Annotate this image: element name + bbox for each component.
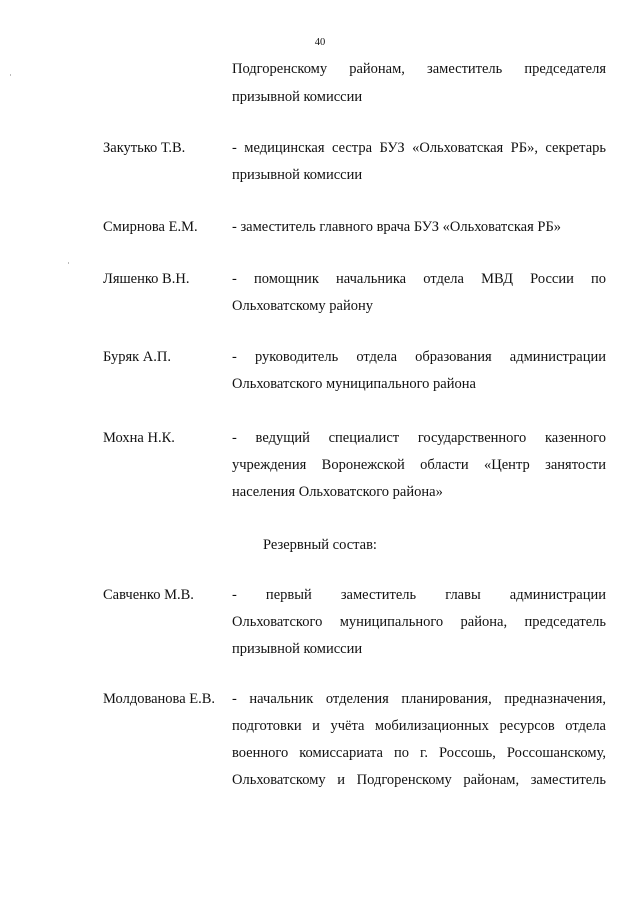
reserve-role-line: Ольховатскому и Подгоренскому районам, заместитель	[232, 772, 606, 788]
intro-line: призывной комиссии	[232, 89, 363, 105]
reserve-member-name: Савченко М.В.	[103, 587, 194, 603]
member-role-line: населения Ольховатского района»	[232, 484, 443, 500]
member-role-line: Ольховатского муниципального района	[232, 376, 476, 392]
member-role-line: учреждения Воронежской области «Центр занятости	[232, 457, 606, 473]
member-role-line: - медицинская сестра БУЗ «Ольховатская РБ», секретарь	[232, 140, 606, 156]
reserve-role-line: военного комиссариата по г. Россошь, Россошанскому,	[232, 745, 606, 761]
reserve-role-line: подготовки и учёта мобилизационных ресурсов отдела	[232, 718, 606, 734]
member-name: Ляшенко В.Н.	[103, 271, 190, 287]
member-role-line: призывной комиссии	[232, 167, 363, 183]
page-number: 40	[314, 37, 326, 48]
member-role-line: - ведущий специалист государственного казенного	[232, 430, 606, 446]
member-name: Мохна Н.К.	[103, 430, 175, 446]
member-name: Смирнова Е.М.	[103, 219, 198, 235]
member-role-line: - помощник начальника отдела МВД России по	[232, 271, 606, 287]
reserve-role-line: Ольховатского муниципального района, председатель	[232, 614, 606, 630]
reserve-heading: Резервный состав:	[263, 537, 377, 553]
intro-line: Подгоренскому районам, заместитель председателя	[232, 61, 606, 77]
member-name: Закутько Т.В.	[103, 140, 186, 156]
member-role-line: Ольховатскому району	[232, 298, 373, 314]
reserve-role-line: - первый заместитель главы администрации	[232, 587, 606, 603]
scan-speck	[10, 74, 11, 76]
member-name: Буряк А.П.	[103, 349, 171, 365]
reserve-member-name: Молдованова Е.В.	[103, 691, 216, 707]
reserve-role-line: призывной комиссии	[232, 641, 363, 657]
reserve-role-line: - начальник отделения планирования, предназначения,	[232, 691, 606, 707]
scan-speck	[68, 262, 69, 264]
member-role-line: - заместитель главного врача БУЗ «Ольховатская РБ»	[232, 219, 562, 235]
member-role-line: - руководитель отдела образования администрации	[232, 349, 606, 365]
